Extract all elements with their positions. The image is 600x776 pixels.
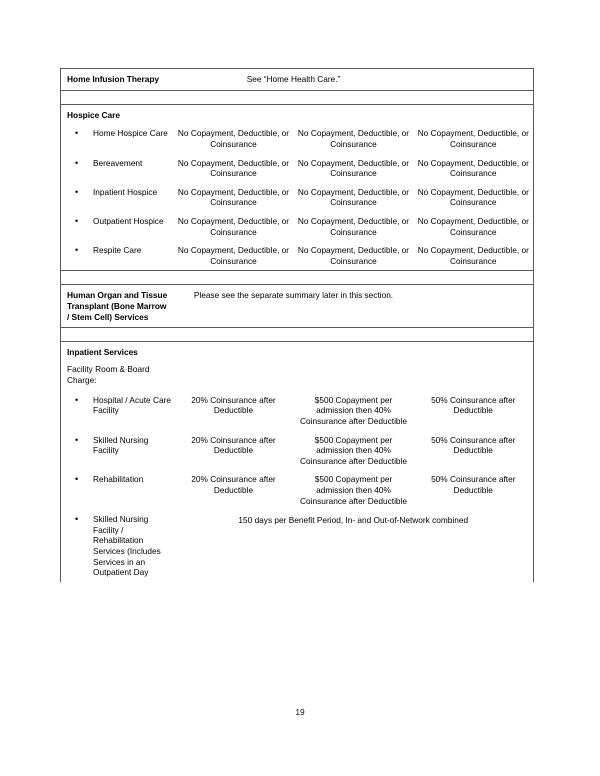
section-title: Inpatient Services	[67, 346, 138, 357]
bulleted-service	[61, 212, 174, 231]
table-row	[61, 241, 534, 271]
spacer-cell	[61, 271, 174, 285]
spacer-cell	[174, 90, 294, 104]
bullet-icon: •	[75, 128, 79, 139]
service-cell	[61, 431, 174, 471]
section-header-cell	[61, 104, 174, 124]
table-row	[61, 124, 534, 153]
benefit-value: No Copayment, Deductible, or Coinsurance	[297, 216, 410, 237]
benefit-cell-col3	[414, 124, 534, 153]
benefit-cell-col2	[294, 431, 414, 471]
benefit-cell-col3	[414, 154, 534, 183]
spacer-cell	[414, 327, 534, 341]
service-cell	[61, 69, 174, 91]
empty-cell	[174, 104, 294, 124]
page-number: 19	[295, 707, 305, 717]
note-text: See “Home Health Care.”	[246, 74, 341, 84]
bullet-icon: •	[75, 245, 79, 256]
benefit-value: 20% Coinsurance after Deductible	[191, 434, 276, 456]
service-cell	[61, 183, 174, 212]
benefit-value: 50% Coinsurance after Deductible	[431, 474, 516, 495]
benefit-table-body	[61, 69, 534, 582]
benefit-cell-col2	[294, 470, 414, 510]
spacer-cell	[414, 90, 534, 104]
benefit-cell-col2	[294, 212, 414, 241]
note-cell	[174, 69, 414, 91]
bulleted-service	[61, 391, 174, 420]
bulleted-service	[61, 241, 174, 260]
benefit-cell-col3	[414, 212, 534, 241]
benefit-cell-col3	[414, 391, 534, 431]
service-cell	[61, 241, 174, 271]
bullet-icon: •	[75, 514, 79, 525]
note-cell	[174, 510, 534, 582]
benefit-value: 50% Coinsurance after Deductible	[431, 434, 516, 456]
bulleted-service	[61, 183, 174, 202]
service-name: Hospital / Acute Care Facility	[93, 394, 171, 416]
table-row	[61, 154, 534, 183]
table-section-header-row	[61, 341, 534, 390]
table-row	[61, 470, 534, 510]
benefit-value: No Copayment, Deductible, or Coinsurance	[177, 245, 290, 266]
bullet-icon: •	[75, 157, 79, 168]
service-cell	[61, 154, 174, 183]
bulleted-service	[61, 470, 174, 489]
benefit-value: 50% Coinsurance after Deductible	[431, 394, 516, 416]
benefit-summary-table	[60, 68, 534, 582]
service-name: Outpatient Hospice	[93, 216, 164, 227]
benefit-value: No Copayment, Deductible, or Coinsurance	[417, 245, 529, 266]
bulleted-service	[61, 154, 174, 173]
benefit-cell-col1	[174, 154, 294, 183]
benefit-value: No Copayment, Deductible, or Coinsurance	[417, 157, 529, 179]
service-cell	[61, 391, 174, 431]
note-text: Please see the separate summary later in this section.	[193, 290, 394, 301]
benefit-cell-col3	[414, 431, 534, 471]
benefit-value: No Copayment, Deductible, or Coinsurance	[177, 128, 290, 149]
table-row	[61, 183, 534, 212]
bulleted-service	[61, 431, 174, 460]
section-subtitle: Facility Room & Board Charge:	[67, 364, 150, 386]
benefit-cell-col3	[414, 470, 534, 510]
benefit-value: No Copayment, Deductible, or Coinsurance	[417, 216, 529, 237]
table-section-header-row	[61, 104, 534, 124]
spacer-cell	[61, 90, 174, 104]
empty-cell	[294, 104, 414, 124]
table-spacer-row	[61, 271, 534, 285]
bulleted-service	[61, 510, 174, 582]
benefit-cell-col1	[174, 391, 294, 431]
service-name: Home Hospice Care	[93, 128, 168, 139]
service-name: Skilled Nursing Facility	[93, 434, 149, 456]
benefit-cell-col2	[294, 391, 414, 431]
table-row	[61, 510, 534, 582]
benefit-value: 20% Coinsurance after Deductible	[191, 474, 276, 495]
spacer-cell	[294, 271, 414, 285]
benefit-value: No Copayment, Deductible, or Coinsurance	[177, 216, 290, 237]
service-cell	[61, 470, 174, 510]
section-title: Hospice Care	[67, 109, 120, 120]
benefit-value: No Copayment, Deductible, or Coinsurance	[177, 186, 290, 208]
bullet-icon: •	[75, 434, 79, 445]
service-name: Human Organ and Tissue Transplant (Bone Marrow / Stem Cell) Services	[67, 290, 168, 322]
benefit-cell-col1	[174, 212, 294, 241]
spacer-cell	[414, 271, 534, 285]
service-name: Home Infusion Therapy	[67, 74, 160, 84]
service-name: Inpatient Hospice	[93, 186, 158, 197]
bullet-icon: •	[75, 394, 79, 405]
service-cell	[61, 124, 174, 153]
benefit-cell-col1	[174, 241, 294, 271]
benefit-value: No Copayment, Deductible, or Coinsurance	[297, 128, 410, 149]
benefit-cell-col1	[174, 124, 294, 153]
benefit-value: $500 Copayment per admission then 40% Coinsurance after Deductible	[300, 434, 407, 466]
service-name: Bereavement	[93, 157, 143, 168]
benefit-value: No Copayment, Deductible, or Coinsurance	[417, 186, 529, 208]
service-name: Respite Care	[93, 245, 142, 256]
service-name: Rehabilitation	[93, 474, 144, 485]
service-cell	[61, 212, 174, 241]
benefit-cell-col1	[174, 470, 294, 510]
benefit-cell-col1	[174, 431, 294, 471]
benefit-value: $500 Copayment per admission then 40% Coinsurance after Deductible	[300, 394, 407, 426]
benefit-value: No Copayment, Deductible, or Coinsurance	[297, 186, 410, 208]
table-row	[61, 212, 534, 241]
empty-cell	[414, 104, 534, 124]
benefit-value: $500 Copayment per admission then 40% Coinsurance after Deductible	[300, 474, 407, 506]
service-name: Skilled Nursing Facility / Rehabilitation Services (Includes Services in an Outpatient Day	[93, 514, 161, 578]
spacer-cell	[294, 327, 414, 341]
benefit-cell-col2	[294, 154, 414, 183]
spacer-cell	[294, 90, 414, 104]
benefit-cell-col3	[414, 183, 534, 212]
spacer-cell	[174, 271, 294, 285]
note-cell	[174, 285, 414, 327]
benefit-cell-col3	[414, 241, 534, 271]
empty-cell	[414, 341, 534, 390]
benefit-value: No Copayment, Deductible, or Coinsurance	[417, 128, 529, 149]
table-row	[61, 391, 534, 431]
bullet-icon: •	[75, 216, 79, 227]
empty-cell	[414, 69, 534, 91]
table-row	[61, 285, 534, 327]
benefit-cell-col2	[294, 241, 414, 271]
spacer-cell	[61, 327, 174, 341]
bullet-icon: •	[75, 186, 79, 197]
bullet-icon: •	[75, 474, 79, 485]
table-spacer-row	[61, 327, 534, 341]
section-header-cell	[61, 341, 174, 390]
benefit-cell-col1	[174, 183, 294, 212]
benefit-value: 20% Coinsurance after Deductible	[191, 394, 276, 416]
bulleted-service	[61, 124, 174, 143]
table-row	[61, 69, 534, 91]
empty-cell	[174, 341, 294, 390]
benefit-value: No Copayment, Deductible, or Coinsurance	[297, 157, 410, 179]
service-cell	[61, 285, 174, 327]
benefit-cell-col2	[294, 124, 414, 153]
empty-cell	[294, 341, 414, 390]
service-cell	[61, 510, 174, 582]
note-text: 150 days per Benefit Period, In- and Out-of-Network combined	[238, 515, 469, 526]
spacer-cell	[174, 327, 294, 341]
benefit-cell-col2	[294, 183, 414, 212]
benefit-value: No Copayment, Deductible, or Coinsurance	[297, 245, 410, 266]
benefit-value: No Copayment, Deductible, or Coinsurance	[177, 157, 290, 179]
empty-cell	[414, 285, 534, 327]
table-spacer-row	[61, 90, 534, 104]
table-row	[61, 431, 534, 471]
